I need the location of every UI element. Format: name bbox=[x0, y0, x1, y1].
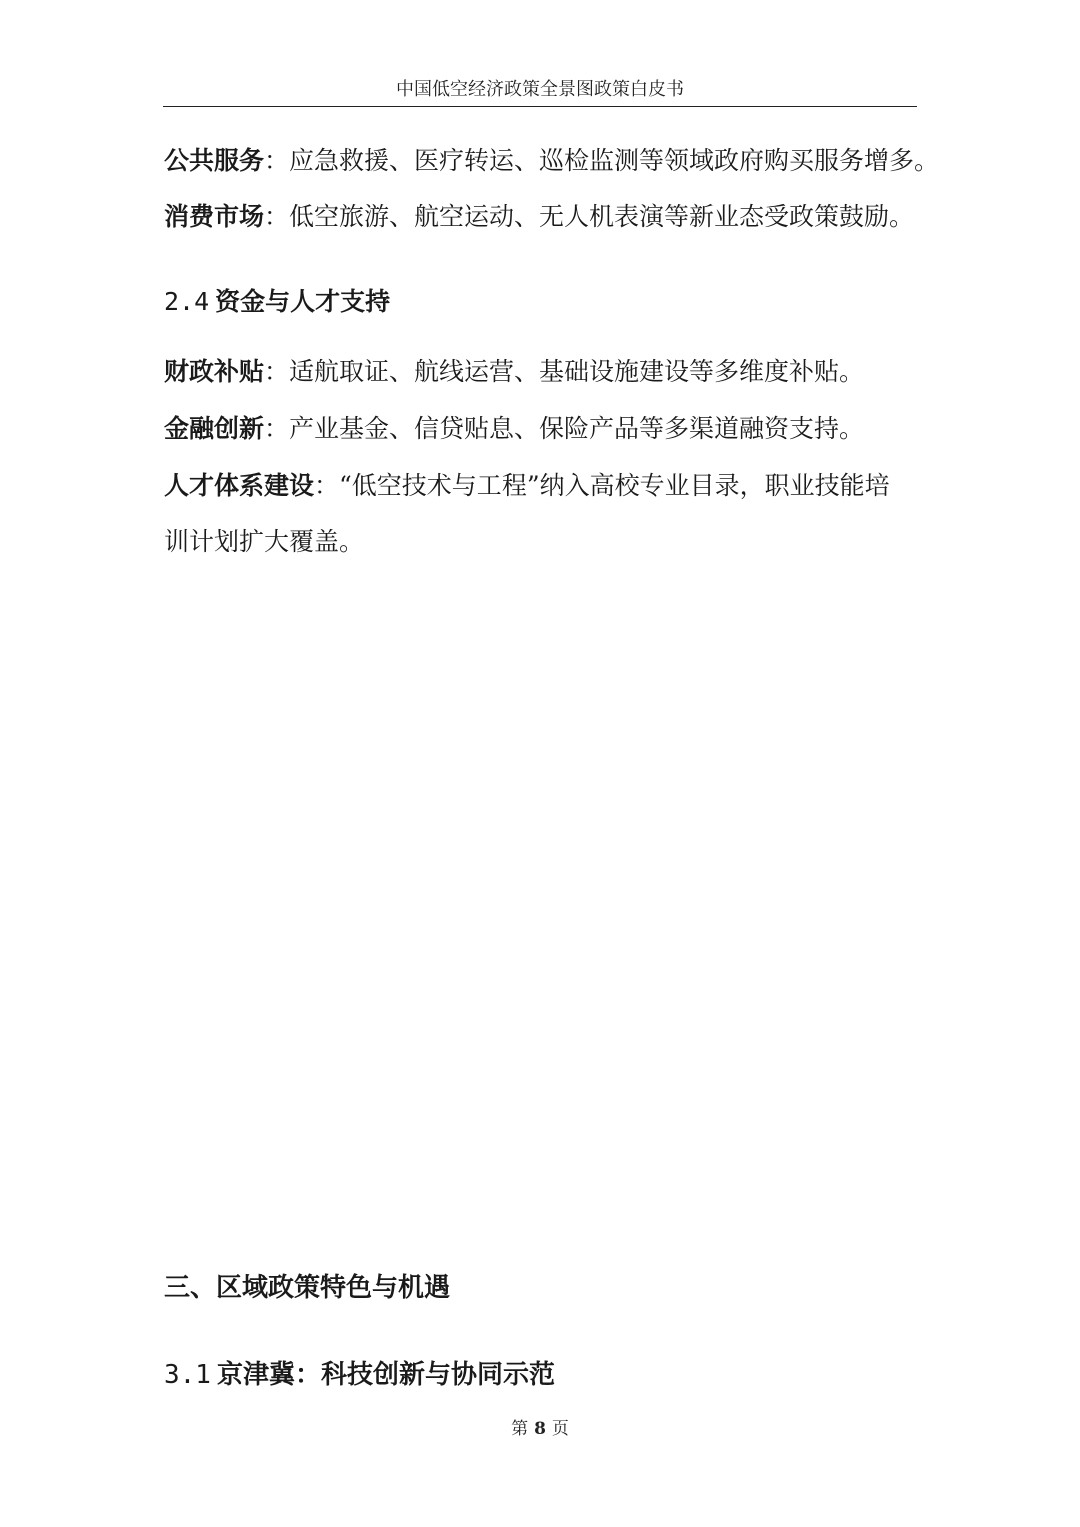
term-label: 公共服务 bbox=[164, 146, 265, 175]
term-separator: ： bbox=[264, 202, 290, 231]
term-label: 消费市场 bbox=[164, 202, 265, 231]
chapter-heading-3 bbox=[164, 1270, 450, 1306]
section-number: 3.1 bbox=[164, 1360, 211, 1390]
paragraph-text: “低空技术与工程”纳入高校专业目录，职业技能培 bbox=[339, 471, 890, 500]
term-separator: ： bbox=[314, 471, 340, 500]
section-heading-2-4 bbox=[164, 285, 390, 319]
page-number: 8 bbox=[534, 1419, 546, 1439]
term-separator: ： bbox=[264, 414, 290, 443]
section-number: 2.4 bbox=[164, 287, 210, 316]
document-title: 中国低空经济政策全景图政策白皮书 bbox=[396, 79, 684, 100]
page-footer bbox=[0, 1418, 1080, 1440]
page-header bbox=[163, 78, 917, 107]
term-label: 人才体系建设 bbox=[164, 471, 315, 500]
paragraph-public-service bbox=[164, 144, 940, 178]
paragraph-talent-system-continuation bbox=[164, 525, 924, 559]
paragraph-fiscal-subsidy bbox=[164, 355, 924, 389]
paragraph-talent-system bbox=[164, 469, 924, 503]
page-suffix: 页 bbox=[551, 1419, 569, 1439]
paragraph-financial-innovation bbox=[164, 412, 924, 446]
section-title: 资金与人才支持 bbox=[215, 287, 391, 316]
chapter-title: 三、区域政策特色与机遇 bbox=[164, 1273, 451, 1303]
paragraph-text: 适航取证、航线运营、基础设施建设等多维度补贴。 bbox=[289, 357, 865, 386]
page-prefix: 第 bbox=[511, 1419, 529, 1439]
paragraph-text: 应急救援、医疗转运、巡检监测等领域政府购买服务增多。 bbox=[289, 146, 940, 175]
term-label: 财政补贴 bbox=[164, 357, 265, 386]
section-title: 京津冀：科技创新与协同示范 bbox=[216, 1360, 555, 1390]
paragraph-text: 训计划扩大覆盖。 bbox=[164, 527, 365, 556]
section-heading-3-1 bbox=[164, 1357, 555, 1393]
paragraph-text: 产业基金、信贷贴息、保险产品等多渠道融资支持。 bbox=[289, 414, 865, 443]
term-separator: ： bbox=[264, 146, 290, 175]
paragraph-consumer-market bbox=[164, 200, 924, 234]
paragraph-text: 低空旅游、航空运动、无人机表演等新业态受政策鼓励。 bbox=[289, 202, 915, 231]
term-separator: ： bbox=[264, 357, 290, 386]
term-label: 金融创新 bbox=[164, 414, 265, 443]
